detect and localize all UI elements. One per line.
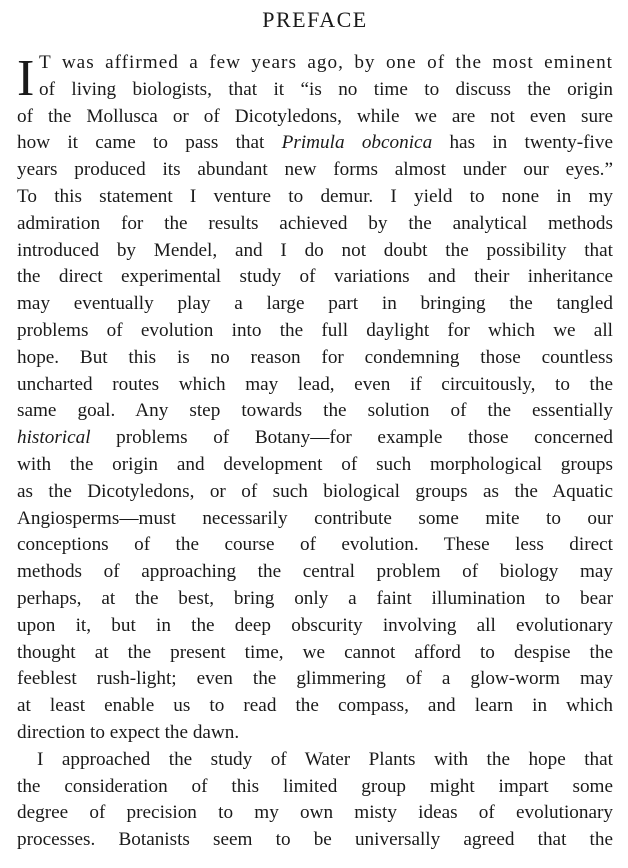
text-line: feeblest rush-light; even the glimmering of a glow-worm may [17, 668, 613, 690]
text-line: uncharted routes which may lead, even if circuitously, to the [17, 373, 613, 395]
text-line: the direct experimental study of variations and their inheritance [17, 266, 613, 288]
text-line: hope. But this is no reason for condemning those countless [17, 346, 613, 368]
text-line: at least enable us to read the compass, and learn in which [17, 695, 613, 717]
text-line: of the Mollusca or of Dicotyledons, while we are not even sure [17, 105, 613, 127]
preface-body [17, 50, 613, 854]
text-line: upon it, but in the deep obscurity involving all evolutionary [17, 614, 613, 636]
text-line: may eventually play a large part in bringing the tangled [17, 293, 613, 315]
text-line: of living biologists, that it “is no time to discuss the origin [39, 78, 613, 100]
text-line: problems of evolution into the full daylight for which we all [17, 319, 613, 341]
text-line: the consideration of this limited group might impart some [17, 775, 613, 797]
text-line: as the Dicotyledons, or of such biological groups as the Aquatic [17, 480, 613, 502]
italic-species-name: Primula obconica [281, 132, 433, 154]
page-title: PREFACE [262, 7, 368, 32]
text-line: perhaps, at the best, bring only a faint illumination to bear [17, 587, 613, 609]
text-line: methods of approaching the central problem of biology may [17, 561, 613, 583]
text-line: years produced its abundant new forms almost under our eyes.” [17, 159, 613, 181]
text-line: admiration for the results achieved by the analytical methods [17, 212, 613, 234]
text-line: Angiosperms—must necessarily contribute some mite to our [17, 507, 613, 529]
italic-word: historical [17, 427, 91, 449]
text-line: historical problems of Botany—for example those concerned [17, 427, 613, 449]
text-line: with the origin and development of such morphological groups [17, 453, 613, 475]
text-line: degree of precision to my own misty ideas of evolutionary [17, 802, 613, 824]
page [17, 0, 613, 851]
text-line: same goal. Any step towards the solution of the essentially [17, 400, 613, 422]
drop-cap: I [17, 50, 35, 107]
text-line: introduced by Mendel, and I do not doubt the possibility that [17, 239, 613, 261]
text-line: To this statement I venture to demur. I yield to none in my [17, 185, 613, 207]
text-line: processes. Botanists seem to be universally agreed that the [17, 829, 613, 851]
text-line: how it came to pass that Primula obconica has in twenty-five [17, 132, 613, 154]
text-line: conceptions of the course of evolution. These less direct [17, 534, 613, 556]
text-line: T was affirmed a few years ago, by one of the most eminent [39, 52, 613, 73]
text-line: I approached the study of Water Plants with the hope that [37, 748, 613, 770]
text-line: direction to expect the dawn. [17, 721, 240, 743]
text-line: thought at the present time, we cannot afford to despise the [17, 641, 613, 663]
